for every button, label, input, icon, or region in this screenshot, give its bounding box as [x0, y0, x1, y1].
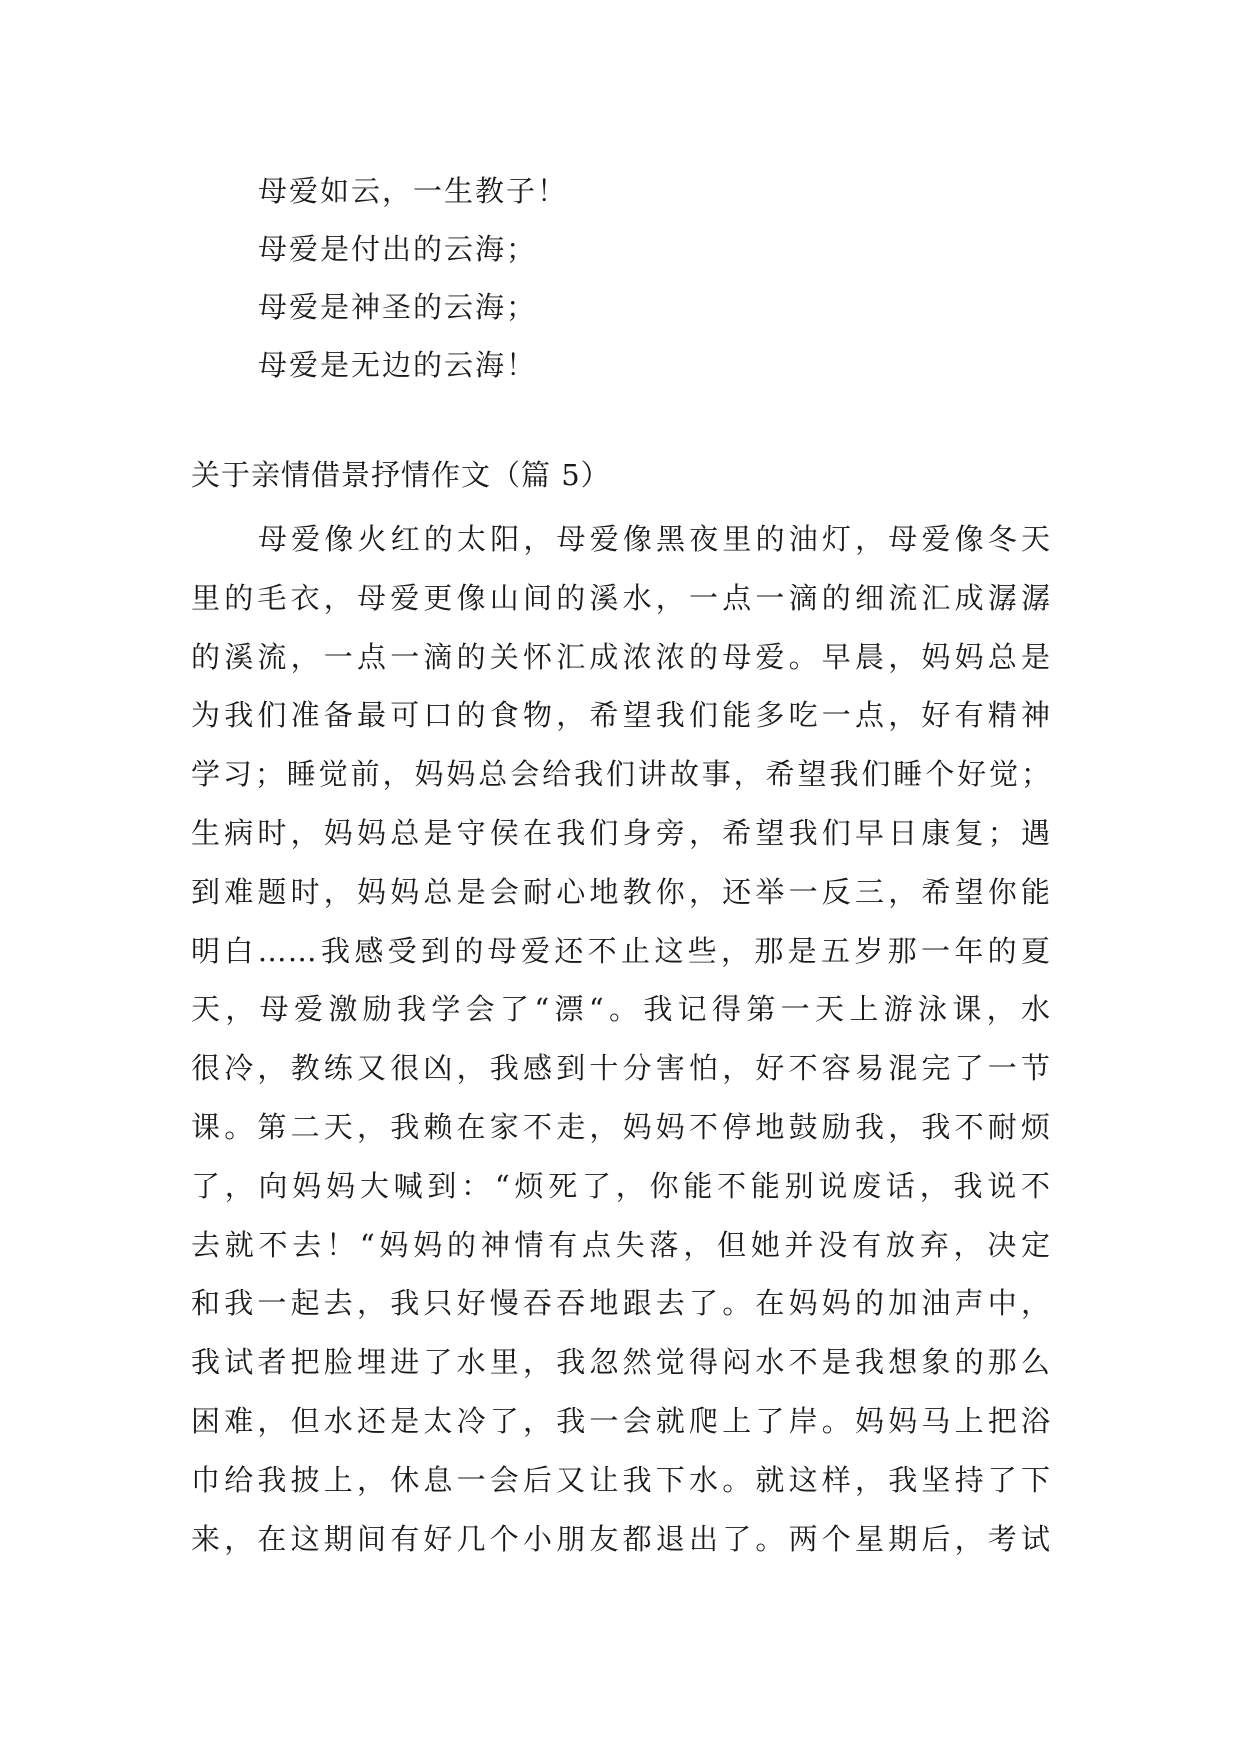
- essay-paragraph: [191, 510, 1051, 1568]
- paragraph-line: 和我一起去，我只好慢吞吞地跟去了。在妈妈的加油声中，: [191, 1286, 1051, 1321]
- poem-line: 母爱如云，一生教子！: [258, 174, 569, 208]
- paragraph-line: 了，向妈妈大喊到：“烦死了，你能不能别说废话，我说不: [191, 1168, 1051, 1203]
- poem-line: 母爱是无边的云海！: [258, 348, 538, 382]
- paragraph-line: 学习；睡觉前，妈妈总会给我们讲故事，希望我们睡个好觉；: [191, 757, 1051, 792]
- paragraph-line: 母爱像火红的太阳，母爱像黑夜里的油灯，母爱像冬天: [258, 522, 1051, 556]
- paragraph-line: 来，在这期间有好几个小朋友都退出了。两个星期后，考试: [191, 1521, 1051, 1556]
- paragraph-line: 困难，但水还是太冷了，我一会就爬上了岸。妈妈马上把浴: [191, 1403, 1051, 1438]
- paragraph-line: 的溪流，一点一滴的关怀汇成浓浓的母爱。早晨，妈妈总是: [191, 639, 1051, 674]
- poem-block: [258, 162, 1038, 394]
- paragraph-line: 课。第二天，我赖在家不走，妈妈不停地鼓励我，我不耐烦: [191, 1109, 1051, 1144]
- paragraph-line: 生病时，妈妈总是守侯在我们身旁，希望我们早日康复；遇: [191, 815, 1051, 850]
- poem-line: 母爱是神圣的云海；: [258, 290, 538, 324]
- paragraph-line: 很冷，教练又很凶，我感到十分害怕，好不容易混完了一节: [191, 1051, 1051, 1086]
- paragraph-line: 里的毛衣，母爱更像山间的溪水，一点一滴的细流汇成潺潺: [191, 580, 1051, 615]
- paragraph-line: 巾给我披上，休息一会后又让我下水。就这样，我坚持了下: [191, 1462, 1051, 1497]
- paragraph-line: 到难题时，妈妈总是会耐心地教你，还举一反三，希望你能: [191, 874, 1051, 909]
- paragraph-line: 为我们准备最可口的食物，希望我们能多吃一点，好有精神: [191, 698, 1051, 733]
- paragraph-line: 天，母爱激励我学会了“漂“。我记得第一天上游泳课，水: [191, 992, 1051, 1027]
- paragraph-line: 我试者把脸埋进了水里，我忽然觉得闷水不是我想象的那么: [191, 1345, 1051, 1380]
- section-heading: 关于亲情借景抒情作文（篇 5）: [191, 458, 611, 492]
- paragraph-line: 去就不去！“妈妈的神情有点失落，但她并没有放弃，决定: [191, 1227, 1051, 1262]
- paragraph-line: 明白……我感受到的母爱还不止这些，那是五岁那一年的夏: [191, 933, 1051, 968]
- poem-line: 母爱是付出的云海；: [258, 232, 538, 266]
